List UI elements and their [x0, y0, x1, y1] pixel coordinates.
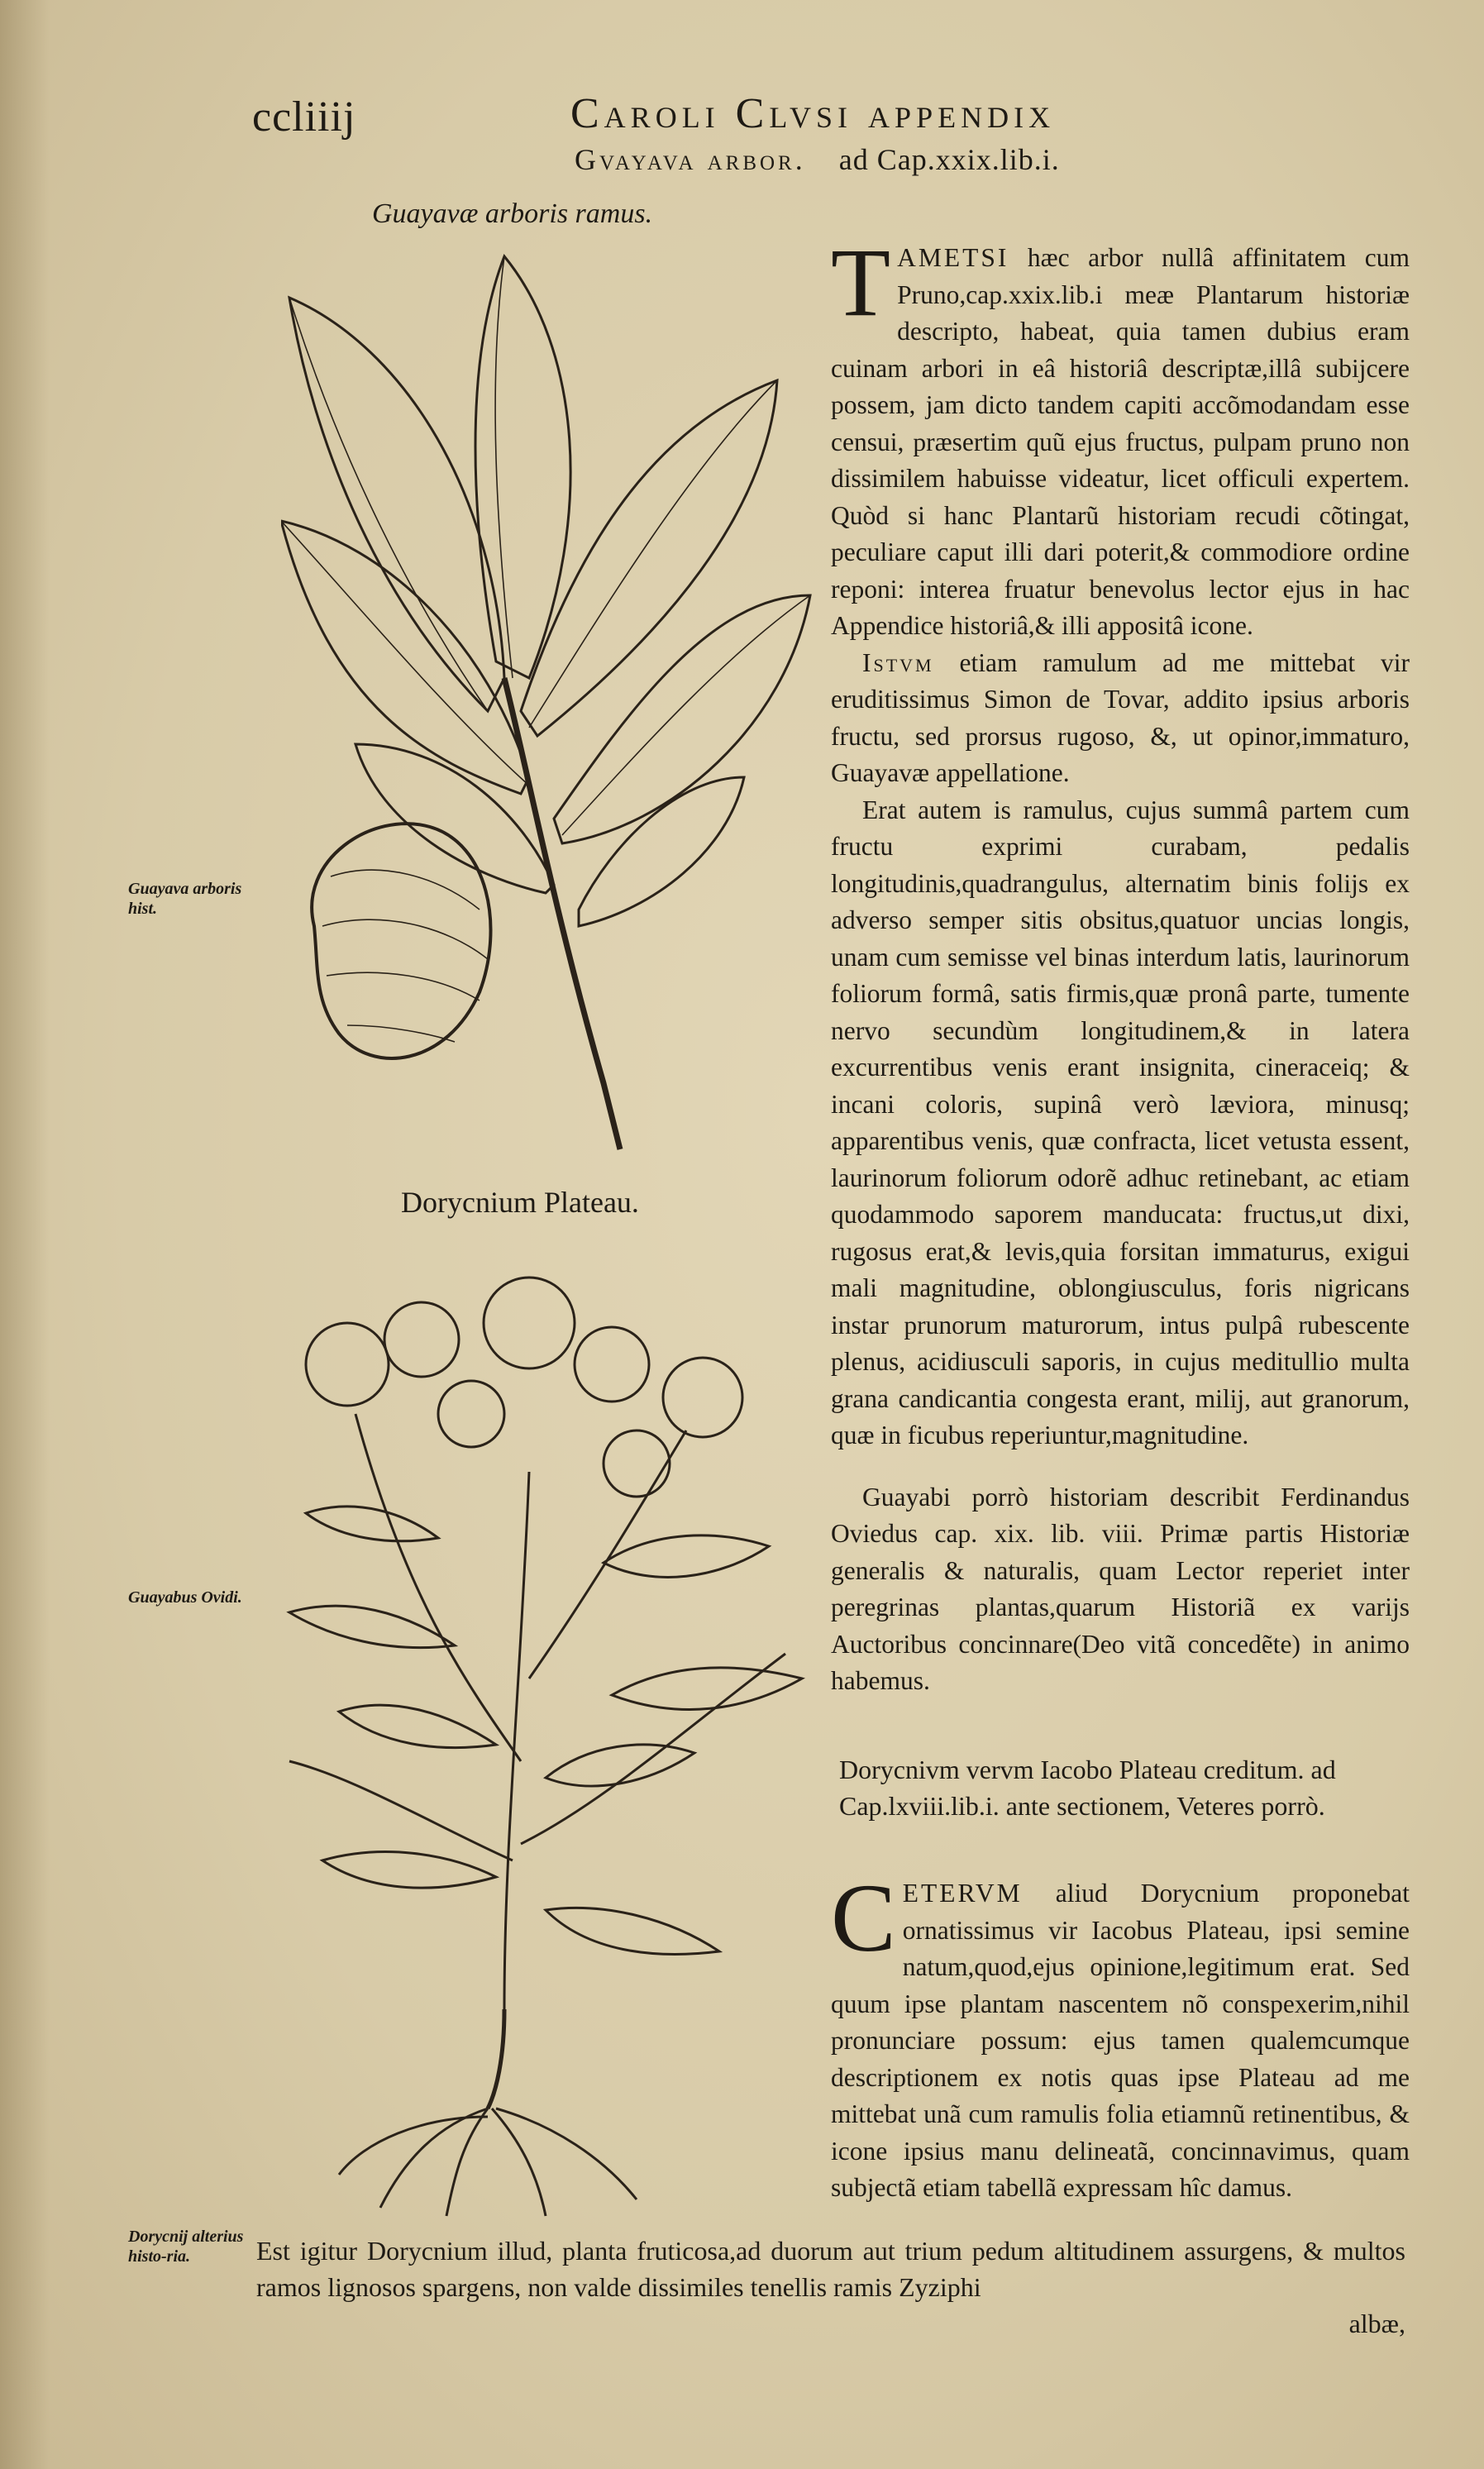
- dorycnium-text-column: [831, 1864, 1410, 2207]
- dorycnium-figure-caption: Dorycnium Plateau.: [401, 1186, 639, 1219]
- paragraph-2-lead: Istvm: [862, 647, 934, 677]
- paragraph-4: Guayabi porrò historiam describit Ferdinandus Oviedus cap. xix. lib. viii. Primæ partis Historiæ generalis & naturalis, quam Lector reperiet inter peregrinas plantas,quarum Historiã ex varijs Auctoribus concinnare(Deo vitã concedẽte) in animo habemus.: [831, 1482, 1410, 1695]
- paragraph-2: [831, 645, 1410, 792]
- catchword: albæ,: [1348, 2309, 1405, 2338]
- dorycnium-plant-illustration: [256, 1265, 835, 2224]
- dorycnium-section-heading: Dorycnivm vervm Iacobo Plateau creditum. ad Cap.lxviii.lib.i. ante sectionem, Veteres porrò.: [839, 1755, 1336, 1821]
- margin-note-guayava: Guayava arboris hist.: [128, 880, 242, 918]
- dorycnium-foliage: [289, 1414, 802, 2009]
- bottom-paragraph: Est igitur Dorycnium illud, planta fruticosa,ad duorum aut trium pedum altitudinem assurgens, & multos ramos lignosos spargens, non valde dissimiles tenellis ramis Zyziphi: [256, 2236, 1405, 2302]
- paragraph-1: [831, 228, 1410, 645]
- margin-note-oviedo: Guayabus Ovidi.: [128, 1588, 242, 1607]
- guava-figure-caption: Guayavæ arboris ramus.: [372, 198, 653, 229]
- bottom-full-width-text: [256, 2233, 1405, 2342]
- dorycnium-paragraph-text: aliud Dorycnium proponebat ornatissimus vir Iacobus Plateau, ipsi semine natum,quod,ejus opinione,legitimum erat. Sed quum ipse plantam nascentem nõ conspexerim,nihil pronunciare possum: ejus tamen qualemcumque descriptionem ex notis quas ipse Plateau ad me mittebat unã cum ramulis folia etiamnũ retinentibus, & icone ipsius manu delineatã, concinnavimus, quam subjectã etiam tabellã expressam hîc damus.: [831, 1879, 1410, 2202]
- page-edge-shadow: [0, 0, 50, 2469]
- margin-note-dorycnium: Dorycnij alterius histo-ria.: [128, 2228, 244, 2266]
- folio-number: ccliiij: [252, 93, 356, 141]
- paragraph-1-lead: AMETSI: [897, 243, 1009, 272]
- dorycnium-paragraph-lead: ETERVM: [902, 1879, 1023, 1908]
- paragraph-2-text: etiam ramulum ad me mittebat vir eruditissimus Simon de Tovar, addito ipsius arboris fructu, sed prorsus rugoso, &, ut opinor,immaturo, Guayavæ appellatione.: [831, 647, 1410, 787]
- running-head: Caroli Clvsi appendix: [570, 90, 1056, 137]
- dorycnium-paragraph-1: [831, 1864, 1410, 2207]
- subhead-plant-name: Gvayava arbor.: [575, 143, 806, 176]
- paragraph-1-text: hæc arbor nullâ affinitatem cum Pruno,cap.xxix.lib.i meæ Plantarum historiæ descripto, habeat, quia tamen dubius eram cuinam arbori in eâ historiâ descriptæ,illâ subijcere possem, jam dicto tandem capiti accõmodandam esse censui, præsertim quũ ejus fructus, pulpam pruno non dissimilem habuisse videatur, licet officuli expertem. Quòd si hanc Plantarũ historiam recudi cõtingat, peculiare caput illi dari poterit,& commodiore ordine reponi: interea fruatur benevolus lector ejus in hac Appendice historiâ,& illi appositâ icone.: [831, 243, 1410, 640]
- dorycnium-flowers: [306, 1277, 742, 1497]
- guava-text-column: [831, 228, 1410, 1700]
- guava-fruit: [312, 824, 490, 1058]
- guava-branch-illustration: [281, 248, 827, 1174]
- paragraph-3: Erat autem is ramulus, cujus summâ partem cum fructu exprimi curabam, pedalis longitudinis,quadrangulus, alternatim binis folijs ex adverso semper sitis obsitus,quatuor uncias longis, unam cum semisse vel binas interdum latis, laurinorum foliorum formâ, satis firmis,quæ pronâ parte, tumente nervo secundùm longitudinem,& in latera excurrentibus venis erant insignita, cineraceiq; & incani coloris, supinâ verò læviora, minusq; apparentibus venis, quæ confracta, licet vetusta essent, laurinorum foliorum odorẽ adhuc retinebant, ac etiam quodammodo saporem manducata: fructus,ut dixi, rugosus erat,& levis,quia forsitan immaturus, exigui mali magnitudine, oblongiusculus, foris nigricans instar prunorum maturorum, intus pulpâ rubescente plenus, acidiusculi saporis, in cujus meditullio multa grana candicantia congesta erant, milij, aut granorum, quæ in ficubus reperiuntur,magnitudine.: [831, 795, 1410, 1449]
- drop-cap-t: T: [831, 228, 891, 337]
- dorycnium-roots: [339, 2009, 637, 2216]
- guava-leaves: [281, 256, 810, 926]
- drop-cap-c: C: [831, 1864, 896, 1972]
- subhead-reference: ad Cap.xxix.lib.i.: [838, 143, 1060, 176]
- chapter-subhead: [575, 142, 1236, 177]
